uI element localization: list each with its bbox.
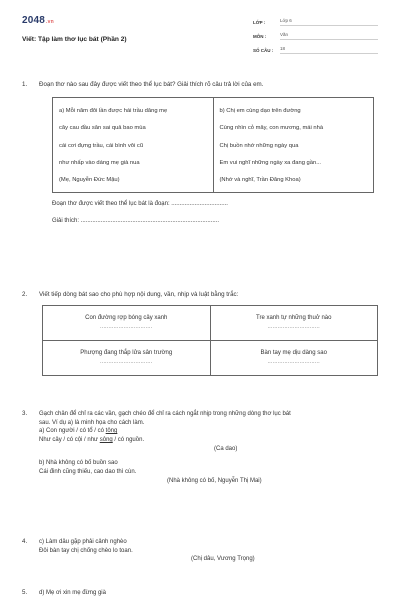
verse-cell[interactable] xyxy=(210,306,378,340)
question-body xyxy=(39,410,382,486)
site-logo[interactable] xyxy=(22,15,54,28)
verse-line: Bàn tay mẹ dịu dàng sao xyxy=(260,350,327,357)
poem-line: Chị buồn nhớ những ngày qua xyxy=(219,142,299,149)
answer-dots[interactable]: ............................... xyxy=(267,358,320,365)
question-text: Đoạn thơ nào sau đây được viết theo thể lục bát? Giải thích rõ câu trả lời của em. xyxy=(39,81,264,88)
example-text: / có nguồn. xyxy=(112,437,145,444)
poem-column-a xyxy=(53,98,213,192)
question-text-line: sau. Ví dụ a) là minh họa cho cách làm. xyxy=(39,419,145,426)
meta-row-count xyxy=(253,42,378,54)
rhyme-underlined: sông xyxy=(99,437,113,444)
question-number: 5. xyxy=(22,589,28,596)
meta-row-class xyxy=(253,14,378,26)
example-line xyxy=(39,427,382,436)
meta-info xyxy=(253,14,378,56)
verse-line: Tre xanh tự những thuở nào xyxy=(256,315,332,322)
question-2 xyxy=(22,291,382,376)
poem-source: (Ca dao) xyxy=(214,445,238,452)
question-body xyxy=(39,81,382,226)
poem-line: Em vui nghĩ những ngày xa đang gần... xyxy=(219,159,322,166)
answer-line-choice[interactable]: Đoạn thơ được viết theo thể lục bát là đoạn: .................................. xyxy=(52,200,228,207)
poem-line: Cái đinh cũng thiếu, cao dao thì cùn. xyxy=(39,469,137,476)
poem-source: (Nhà không có bố, Nguyễn Thị Mai) xyxy=(167,477,262,484)
header xyxy=(22,14,378,60)
answer-dots[interactable]: ............................... xyxy=(100,358,153,365)
page-title: Viết: Tập làm thơ lục bát (Phần 2) xyxy=(22,36,127,43)
poem-source: (Mẹ, Nguyễn Đức Mậu) xyxy=(59,177,120,184)
verse-line: Con đường rợp bóng cây xanh xyxy=(85,315,168,322)
question-body xyxy=(39,291,382,376)
verse-cell[interactable] xyxy=(210,341,378,375)
example-text: a) Con người / có tổ / có xyxy=(39,428,106,435)
question-4 xyxy=(22,538,382,564)
question-number: 3. xyxy=(22,410,28,417)
meta-value-count: 18 xyxy=(280,46,378,54)
rhyme-underlined: tông xyxy=(105,428,118,435)
logo-text: 2048 xyxy=(22,15,46,26)
question-text-line: Gạch chân để chỉ ra các vần, gạch chéo để chỉ ra cách ngắt nhịp trong những dòng thơ lục bát xyxy=(39,411,291,417)
poem-line: Đôi bàn tay chị chống chèo lo toan. xyxy=(39,547,133,554)
logo-suffix: .vn xyxy=(46,19,54,25)
poem-table xyxy=(52,97,374,193)
poem-line: d) Mẹ ơi xin mẹ đừng già xyxy=(39,590,106,596)
verse-line: Phượng đang thắp lửa sân trường xyxy=(80,350,173,357)
table-row xyxy=(43,340,377,375)
question-3 xyxy=(22,410,382,486)
verse-cell[interactable] xyxy=(43,341,210,375)
poem-line: cây cau đầu sân sai quả bao mùa xyxy=(59,125,146,132)
question-1 xyxy=(22,81,382,226)
poem-line: b) Chị em cùng dạo trên đường xyxy=(219,107,301,114)
question-number: 2. xyxy=(22,291,28,298)
answer-dots[interactable]: ............................... xyxy=(100,323,153,330)
example-text: Như cây / có cội / như xyxy=(39,437,100,444)
verse-cell[interactable] xyxy=(43,306,210,340)
question-number: 4. xyxy=(22,538,28,545)
poem-source: (Chị dâu, Vương Trọng) xyxy=(191,556,255,563)
question-5 xyxy=(22,589,382,598)
answer-line-explanation[interactable]: Giải thích: ................................................................................... xyxy=(52,218,220,225)
poem-line: Cùng nhìn cỏ mây, con mương, mái nhà xyxy=(219,125,324,132)
poem-line: như nhấp vào dáng mẹ già nua xyxy=(59,159,140,166)
meta-value-class: Lớp 6 xyxy=(280,18,378,26)
poem-column-b xyxy=(213,98,374,192)
table-row xyxy=(43,306,377,340)
example-line xyxy=(39,436,382,445)
poem-line: b) Nhà không có bố buồn sao xyxy=(39,460,118,467)
verse-completion-table xyxy=(42,305,378,376)
meta-label-count: SỐ CÂU : xyxy=(253,48,274,54)
poem-line: a) Mỗi năm đôi lần được hái trầu dâng mẹ xyxy=(59,107,168,114)
question-body xyxy=(39,589,382,598)
meta-label-subject: MÔN : xyxy=(253,34,267,40)
question-number: 1. xyxy=(22,81,28,88)
question-body xyxy=(39,538,382,564)
meta-label-class: LỚP : xyxy=(253,20,266,26)
poem-line: cái cơi đựng trầu, cái bình vôi cũ xyxy=(59,142,144,149)
meta-value-subject: Văn xyxy=(280,32,378,40)
answer-dots[interactable]: ............................... xyxy=(267,323,320,330)
poem-source: (Nhớ và nghĩ, Trần Đăng Khoa) xyxy=(219,177,301,184)
meta-row-subject xyxy=(253,28,378,40)
question-text: Viết tiếp dòng bát sao cho phù hợp nội dung, vần, nhịp và luật bằng trắc: xyxy=(39,291,239,298)
poem-line: c) Làm dâu gặp phải cảnh nghèo xyxy=(39,539,127,545)
